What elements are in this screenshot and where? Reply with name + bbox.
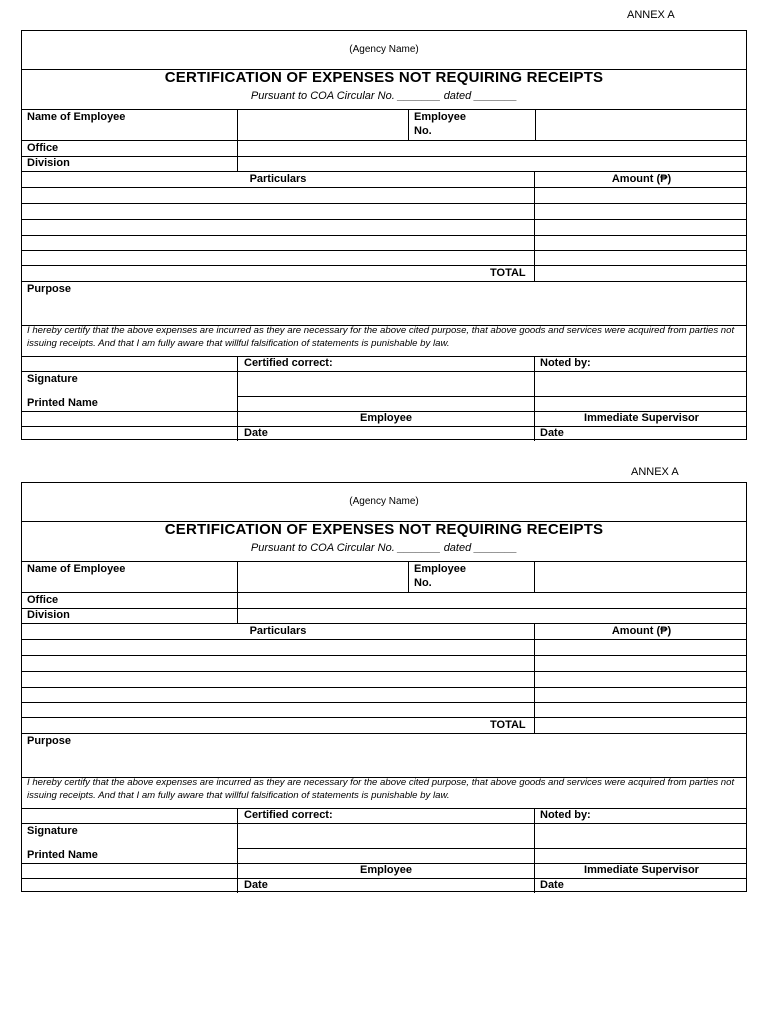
- immediate-supervisor-caption: Immediate Supervisor: [584, 412, 699, 424]
- particulars-row[interactable]: [22, 672, 534, 687]
- employee-no-label: [414, 563, 466, 589]
- printed-name-label: Printed Name: [27, 849, 98, 861]
- amount-cell[interactable]: [535, 188, 746, 203]
- amount-header: Amount (₱): [611, 173, 672, 185]
- certification-form-2: [21, 482, 747, 892]
- particulars-header: Particulars: [249, 625, 307, 637]
- noted-by-label: Noted by:: [540, 357, 591, 369]
- amount-cell[interactable]: [535, 204, 746, 219]
- division-label: Division: [27, 609, 70, 621]
- amount-cell[interactable]: [535, 703, 746, 717]
- supervisor-date-label: Date: [540, 427, 564, 439]
- total-label: TOTAL: [490, 719, 526, 731]
- certified-correct-label: Certified correct:: [244, 357, 333, 369]
- total-label: TOTAL: [490, 267, 526, 279]
- certified-correct-label: Certified correct:: [244, 809, 333, 821]
- office-field[interactable]: [238, 141, 746, 156]
- name-of-employee-field[interactable]: [238, 110, 408, 140]
- employee-no-label-line1: Employee: [414, 111, 466, 123]
- employee-printed-name-field[interactable]: [238, 397, 534, 411]
- certification-statement: I hereby certify that the above expenses are incurred as they are necessary for the above cited purpose, that above goods and services were acquired from parties not issuing receipts. And that I am fully aware that willful falsification of statements is punishable by law.: [27, 325, 735, 349]
- office-field[interactable]: [238, 593, 746, 608]
- purpose-label: Purpose: [27, 283, 72, 295]
- division-field[interactable]: [238, 609, 746, 623]
- employee-signature-field[interactable]: [238, 824, 534, 848]
- office-label: Office: [27, 142, 59, 154]
- form-title: CERTIFICATION OF EXPENSES NOT REQUIRING RECEIPTS: [164, 69, 604, 86]
- employee-no-label-line2: No.: [414, 125, 432, 137]
- employee-caption: Employee: [360, 864, 412, 876]
- purpose-field[interactable]: [82, 734, 746, 776]
- supervisor-printed-name-field[interactable]: [535, 849, 746, 863]
- purpose-label: Purpose: [27, 735, 72, 747]
- employee-caption: Employee: [360, 412, 412, 424]
- division-field[interactable]: [238, 157, 746, 171]
- agency-name: (Agency Name): [349, 496, 419, 507]
- employee-signature-field[interactable]: [238, 372, 534, 396]
- signature-label: Signature: [27, 373, 78, 385]
- purpose-field[interactable]: [82, 282, 746, 324]
- particulars-header: Particulars: [249, 173, 307, 185]
- name-of-employee-label: Name of Employee: [27, 111, 126, 123]
- particulars-row[interactable]: [22, 220, 534, 235]
- particulars-row[interactable]: [22, 640, 534, 655]
- particulars-row[interactable]: [22, 656, 534, 671]
- particulars-row[interactable]: [22, 204, 534, 219]
- total-amount-field[interactable]: [535, 266, 746, 281]
- certification-statement: I hereby certify that the above expenses are incurred as they are necessary for the above cited purpose, that above goods and services were acquired from parties not issuing receipts. And that I am fully aware that willful falsification of statements is punishable by law.: [27, 777, 735, 801]
- amount-cell[interactable]: [535, 688, 746, 702]
- form-title: CERTIFICATION OF EXPENSES NOT REQUIRING RECEIPTS: [164, 521, 604, 538]
- printed-name-label: Printed Name: [27, 397, 98, 409]
- amount-header: Amount (₱): [611, 625, 672, 637]
- particulars-row[interactable]: [22, 703, 534, 717]
- annex-label: ANNEX A: [627, 9, 675, 21]
- particulars-row[interactable]: [22, 251, 534, 265]
- office-label: Office: [27, 594, 59, 606]
- amount-cell[interactable]: [535, 656, 746, 671]
- employee-date-label: Date: [244, 427, 268, 439]
- particulars-row[interactable]: [22, 188, 534, 203]
- amount-cell[interactable]: [535, 220, 746, 235]
- certification-form-1: [21, 30, 747, 440]
- particulars-row[interactable]: [22, 688, 534, 702]
- supervisor-signature-field[interactable]: [535, 824, 746, 848]
- form-subtitle: Pursuant to COA Circular No. _______ dated _______: [250, 542, 518, 554]
- signature-label: Signature: [27, 825, 78, 837]
- employee-no-label-line1: Employee: [414, 563, 466, 575]
- annex-label: ANNEX A: [631, 466, 679, 478]
- employee-no-field[interactable]: [535, 562, 746, 592]
- total-amount-field[interactable]: [535, 718, 746, 733]
- agency-name: (Agency Name): [349, 44, 419, 55]
- employee-no-field[interactable]: [536, 110, 746, 140]
- amount-cell[interactable]: [535, 672, 746, 687]
- employee-date-label: Date: [244, 879, 268, 891]
- noted-by-label: Noted by:: [540, 809, 591, 821]
- amount-cell[interactable]: [535, 236, 746, 250]
- division-label: Division: [27, 157, 70, 169]
- particulars-row[interactable]: [22, 236, 534, 250]
- form-subtitle: Pursuant to COA Circular No. _______ dated _______: [250, 90, 518, 102]
- supervisor-printed-name-field[interactable]: [535, 397, 746, 411]
- employee-no-label: [414, 111, 466, 137]
- name-of-employee-label: Name of Employee: [27, 563, 126, 575]
- immediate-supervisor-caption: Immediate Supervisor: [584, 864, 699, 876]
- employee-printed-name-field[interactable]: [238, 849, 534, 863]
- name-of-employee-field[interactable]: [238, 562, 408, 592]
- supervisor-signature-field[interactable]: [535, 372, 746, 396]
- employee-no-label-line2: No.: [414, 577, 432, 589]
- supervisor-date-label: Date: [540, 879, 564, 891]
- amount-cell[interactable]: [535, 640, 746, 655]
- amount-cell[interactable]: [535, 251, 746, 265]
